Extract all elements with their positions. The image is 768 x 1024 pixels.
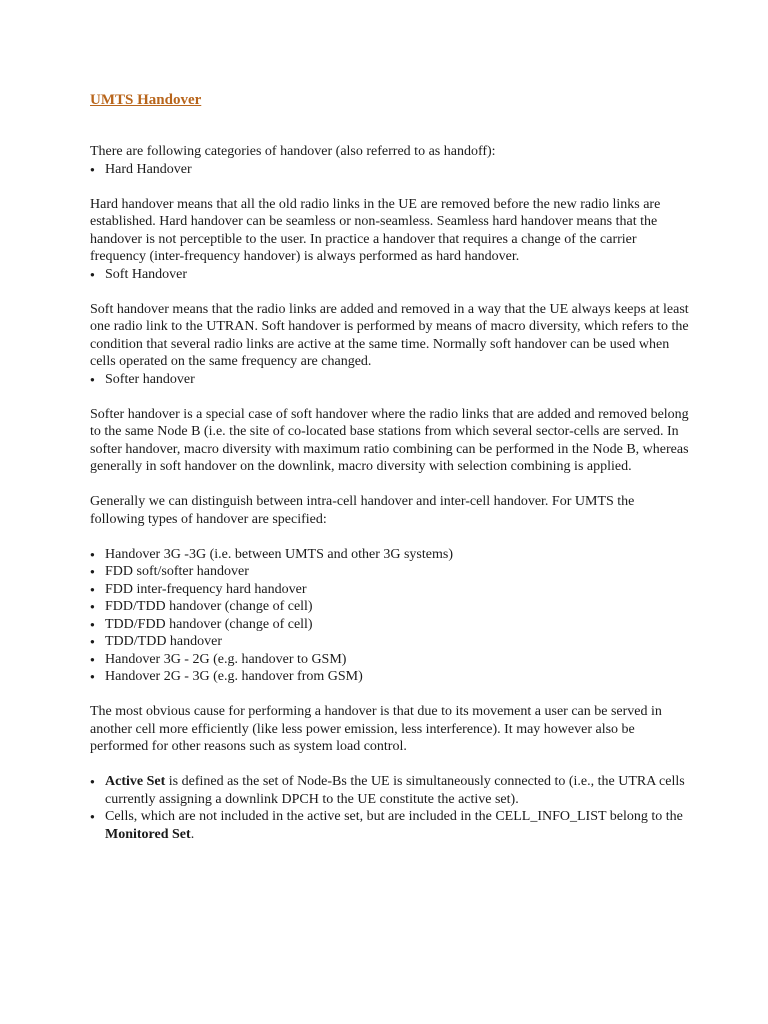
list-item: ● TDD/FDD handover (change of cell)	[90, 616, 690, 634]
list-item: ● Handover 3G -3G (i.e. between UMTS and other 3G systems)	[90, 546, 690, 564]
monitored-set-post: .	[190, 826, 195, 842]
soft-handover-paragraph: Soft handover means that the radio links are added and removed in a way that the UE always keeps at least one radio link to the UTRAN. Soft handover is performed by means of macro diversity, which refers to the condition that several radio links are active at the same time. Normally soft handover can be used when cells operated on the same frequency are changed.	[90, 301, 689, 369]
general-paragraph: Generally we can distinguish between intra-cell handover and inter-cell handover. For UMTS the following types of handover are specified:	[90, 494, 635, 527]
bullet-soft-handover: ● Soft Handover	[90, 266, 690, 284]
intro-paragraph: There are following categories of handover (also referred to as handoff):	[90, 144, 496, 159]
handover-types-list	[90, 546, 690, 686]
active-set-paragraph	[90, 773, 690, 808]
monitored-set-pre: Cells, which are not included in the active set, but are included in the CELL_INFO_LIST belong to the	[105, 809, 683, 824]
list-item: ● FDD soft/softer handover	[90, 563, 690, 581]
cause-paragraph: The most obvious cause for performing a handover is that due to its movement a user can be served in another cell more efficiently (like less power emission, less interference). It may however also be performed for other reasons such as system load control.	[90, 704, 662, 754]
page-title: UMTS Handover	[90, 92, 202, 108]
list-item: ● FDD inter-frequency hard handover	[90, 581, 690, 599]
bullet-softer-handover: ● Softer handover	[90, 371, 690, 389]
bullet-hard-handover: ● Hard Handover	[90, 161, 690, 179]
active-set-term: Active Set	[105, 774, 166, 789]
hard-handover-paragraph: Hard handover means that all the old radio links in the UE are removed before the new radio links are established. Hard handover can be seamless or non-seamless. Seamless hard handover means that the handover is not perceptible to the user. In practice a handover that requires a change of the carrier frequency (inter-frequency handover) is always performed as hard handover.	[90, 196, 661, 264]
list-item: ● Handover 2G - 3G (e.g. handover from GSM)	[90, 668, 690, 686]
document-content	[90, 90, 690, 843]
list-item: ● TDD/TDD handover	[90, 633, 690, 651]
monitored-set-term: Monitored Set	[105, 826, 191, 842]
monitored-set-paragraph	[90, 808, 690, 843]
list-item: ● Handover 3G - 2G (e.g. handover to GSM)	[90, 651, 690, 669]
list-item: ● FDD/TDD handover (change of cell)	[90, 598, 690, 616]
softer-handover-paragraph: Softer handover is a special case of soft handover where the radio links that are added and removed belong to the same Node B (i.e. the site of co-located base stations from which several sector-cells are served. In softer handover, macro diversity with maximum ratio combining can be performed in the Node B, whereas generally in soft handover on the downlink, macro diversity with selection combining is applied.	[90, 406, 689, 474]
active-set-text: is defined as the set of Node-Bs the UE is simultaneously connected to (i.e., the UTRA cells currently assigning a downlink DPCH to the UE constitute the active set).	[105, 774, 685, 807]
